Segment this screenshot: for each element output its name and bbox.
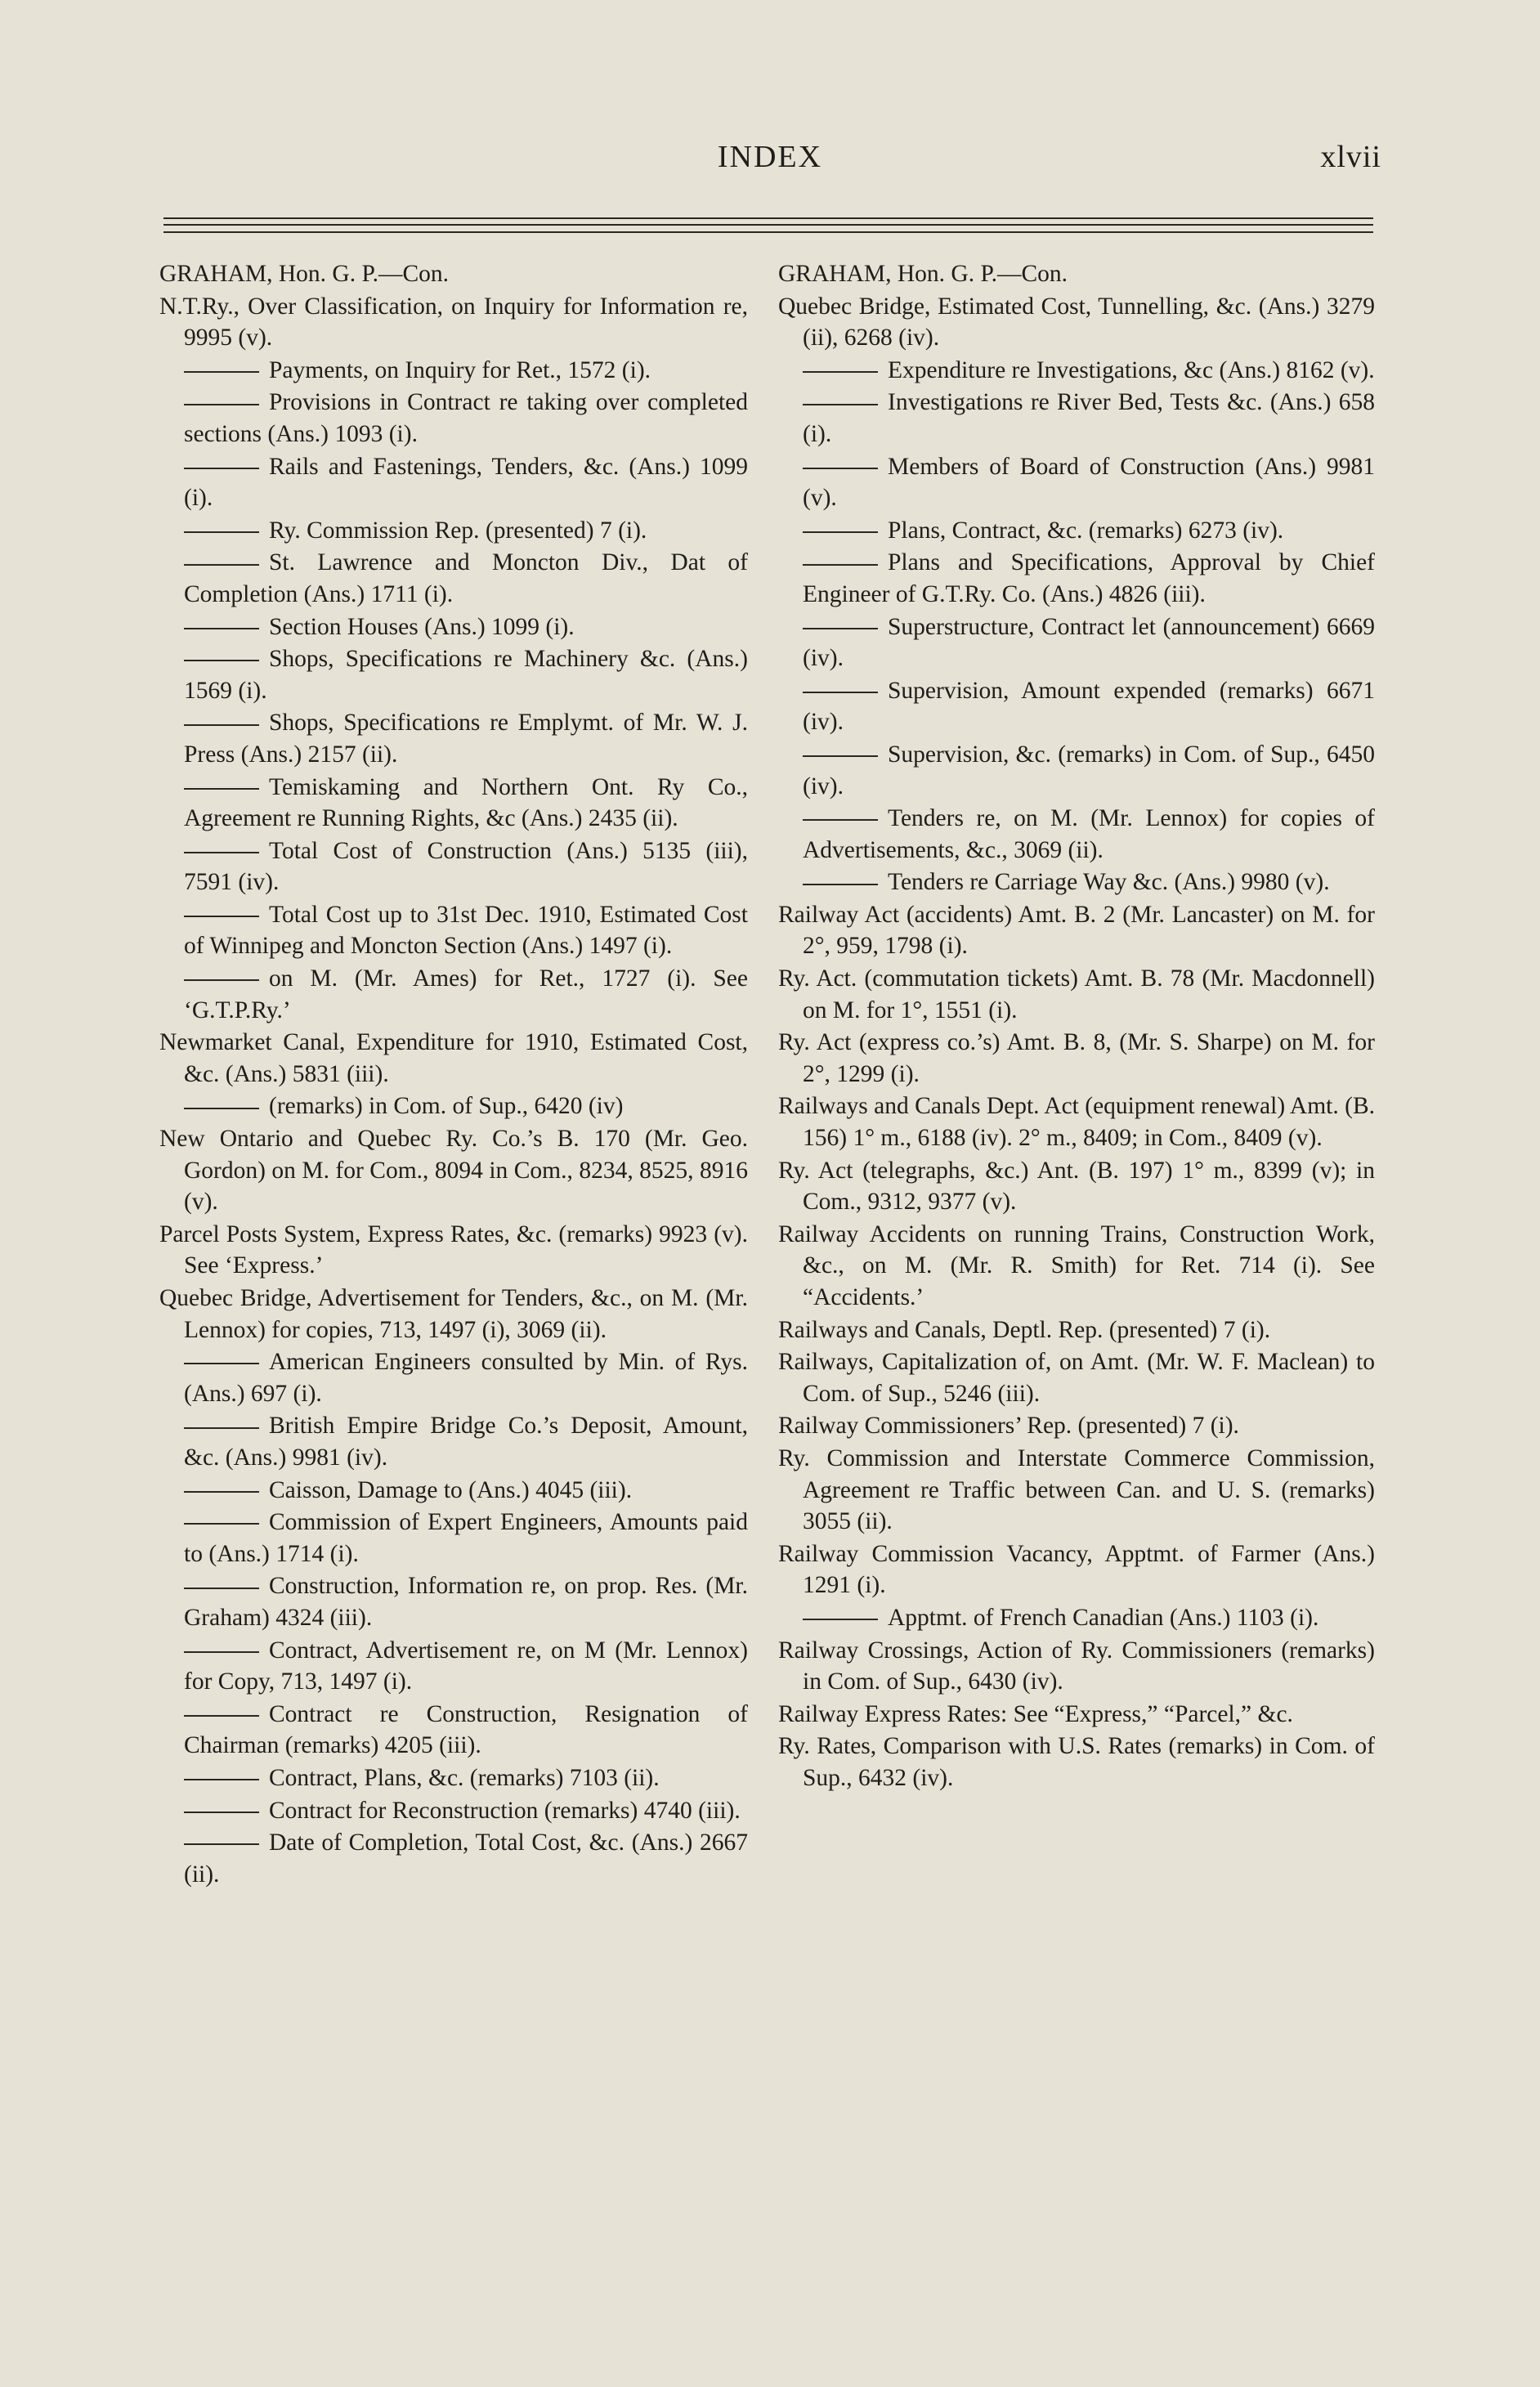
ditto-dash [184, 628, 259, 629]
index-entry: Ry. Act (express co.’s) Amt. B. 8, (Mr. S. Sharpe) on M. for 2°, 1299 (i). [778, 1029, 1375, 1087]
ditto-dash [184, 531, 259, 533]
index-subentry: Contract for Reconstruction (remarks) 4740 (iii). [159, 1795, 748, 1827]
index-entry: Railways, Capitalization of, on Amt. (Mr. W. F. Maclean) to Com. of Sup., 5246 (iii). [778, 1349, 1375, 1407]
index-subentry: Supervision, &c. (remarks) in Com. of Sup., 6450 (iv). [803, 741, 1375, 799]
index-subentry: Construction, Information re, on prop. Res. (Mr. Graham) 4324 (iii). [184, 1573, 748, 1631]
ditto-dash [184, 1715, 259, 1717]
index-subentry: Caisson, Damage to (Ans.) 4045 (iii). [159, 1475, 748, 1507]
ditto-dash [184, 1523, 259, 1525]
running-title: INDEX [717, 140, 823, 174]
index-subentry: Contract re Construction, Resignation of Chairman (remarks) 4205 (iii). [184, 1700, 748, 1759]
ditto-dash [184, 1779, 259, 1780]
index-subentry: Shops, Specifications re Emplymt. of Mr. W. J. Press (Ans.) 2157 (ii). [184, 710, 748, 768]
index-subentry: Commission of Expert Engineers, Amounts paid to (Ans.) 1714 (i). [184, 1509, 748, 1567]
index-subentry: Supervision, Amount expended (remarks) 6671 (iv). [803, 677, 1375, 736]
header-rule [163, 217, 1373, 219]
ditto-dash [803, 468, 878, 469]
index-subentry: Plans, Contract, &c. (remarks) 6273 (iv). [778, 515, 1375, 547]
page-number: xlvii [1320, 140, 1381, 174]
index-entry: Newmarket Canal, Expenditure for 1910, Estimated Cost, &c. (Ans.) 5831 (iii). [159, 1029, 748, 1087]
ditto-dash [184, 1491, 259, 1493]
right-column [778, 258, 1375, 1795]
column-heading: GRAHAM, Hon. G. P.—Con. [778, 261, 1068, 287]
header-rule [163, 231, 1373, 233]
ditto-dash [184, 1843, 259, 1845]
index-entry: Railways and Canals, Deptl. Rep. (presented) 7 (i). [778, 1316, 1271, 1343]
index-subentry: Ry. Commission Rep. (presented) 7 (i). [159, 515, 748, 547]
index-subentry: Total Cost up to 31st Dec. 1910, Estimated Cost of Winnipeg and Moncton Section (Ans.) 1497 (i). [184, 901, 748, 960]
ditto-dash [184, 404, 259, 405]
index-subentry: Section Houses (Ans.) 1099 (i). [159, 611, 748, 643]
left-column [159, 258, 748, 1891]
index-entry: N.T.Ry., Over Classification, on Inquiry for Information re, 9995 (v). [159, 293, 748, 352]
index-subentry: Date of Completion, Total Cost, &c. (Ans.) 2667 (ii). [184, 1829, 748, 1888]
header-rule [163, 224, 1373, 226]
ditto-dash [184, 852, 259, 853]
ditto-dash [184, 724, 259, 726]
index-subentry: on M. (Mr. Ames) for Ret., 1727 (i). See ‘G.T.P.Ry.’ [184, 965, 748, 1023]
index-entry: Ry. Act. (commutation tickets) Amt. B. 78 (Mr. Macdonnell) on M. for 1°, 1551 (i). [778, 965, 1375, 1023]
ditto-dash [184, 979, 259, 981]
index-subentry: Rails and Fastenings, Tenders, &c. (Ans.) 1099 (i). [184, 453, 748, 512]
index-subentry: American Engineers consulted by Min. of Rys. (Ans.) 697 (i). [184, 1349, 748, 1407]
ditto-dash [803, 1619, 878, 1620]
ditto-dash [184, 1427, 259, 1429]
ditto-dash [184, 788, 259, 790]
index-entry: Railway Express Rates: See “Express,” “Parcel,” &c. [778, 1700, 1293, 1727]
index-subentry: Provisions in Contract re taking over completed sections (Ans.) 1093 (i). [184, 389, 748, 447]
index-subentry: Tenders re, on M. (Mr. Lennox) for copies of Advertisements, &c., 3069 (ii). [803, 805, 1375, 863]
index-entry: Quebec Bridge, Advertisement for Tenders, &c., on M. (Mr. Lennox) for copies, 713, 1497 (i), 3069 (ii). [159, 1285, 748, 1343]
ditto-dash [184, 1812, 259, 1813]
index-subentry: Apptmt. of French Canadian (Ans.) 1103 (i). [778, 1602, 1375, 1634]
ditto-dash [184, 371, 259, 373]
index-entry: Railway Act (accidents) Amt. B. 2 (Mr. Lancaster) on M. for 2°, 959, 1798 (i). [778, 901, 1375, 960]
ditto-dash [184, 1363, 259, 1364]
index-subentry: Contract, Plans, &c. (remarks) 7103 (ii). [159, 1762, 748, 1794]
index-entry: Ry. Commission and Interstate Commerce Commission, Agreement re Traffic between Can. and U. S. (remarks) 3055 (ii). [778, 1444, 1375, 1535]
ditto-dash [803, 371, 878, 373]
index-subentry: Payments, on Inquiry for Ret., 1572 (i). [159, 355, 748, 387]
ditto-dash [184, 1651, 259, 1653]
index-entry: Railway Commissioners’ Rep. (presented) 7 (i). [778, 1413, 1239, 1440]
index-subentry: St. Lawrence and Moncton Div., Dat of Completion (Ans.) 1711 (i). [184, 549, 748, 607]
index-entry: Railways and Canals Dept. Act (equipment renewal) Amt. (B. 156) 1° m., 6188 (iv). 2° m., 8409; in Com., 8409 (v). [778, 1093, 1375, 1152]
ditto-dash [803, 531, 878, 533]
index-entry: Railway Crossings, Action of Ry. Commissioners (remarks) in Com. of Sup., 6430 (iv). [778, 1637, 1375, 1695]
column-heading: GRAHAM, Hon. G. P.—Con. [159, 261, 450, 287]
ditto-dash [803, 884, 878, 885]
ditto-dash [184, 468, 259, 469]
index-subentry: British Empire Bridge Co.’s Deposit, Amount, &c. (Ans.) 9981 (iv). [184, 1413, 748, 1471]
ditto-dash [184, 916, 259, 917]
index-subentry: Contract, Advertisement re, on M (Mr. Lennox) for Copy, 713, 1497 (i). [184, 1637, 748, 1695]
ditto-dash [803, 404, 878, 405]
index-entry: Ry. Rates, Comparison with U.S. Rates (remarks) in Com. of Sup., 6432 (iv). [778, 1733, 1375, 1791]
index-subentry: Total Cost of Construction (Ans.) 5135 (iii), 7591 (iv). [184, 837, 748, 896]
index-subentry: Tenders re Carriage Way &c. (Ans.) 9980 (v). [778, 867, 1375, 898]
ditto-dash [184, 564, 259, 566]
index-entry: Parcel Posts System, Express Rates, &c. (remarks) 9923 (v). See ‘Express.’ [159, 1220, 748, 1279]
index-subentry: Plans and Specifications, Approval by Chief Engineer of G.T.Ry. Co. (Ans.) 4826 (iii). [803, 549, 1375, 607]
ditto-dash [803, 564, 878, 566]
index-subentry: Temiskaming and Northern Ont. Ry Co., Agreement re Running Rights, &c (Ans.) 2435 (ii). [184, 773, 748, 832]
index-entry: Railway Accidents on running Trains, Construction Work, &c., on M. (Mr. R. Smith) for Ret. 714 (i). See “Accidents.’ [778, 1220, 1375, 1310]
ditto-dash [184, 1108, 259, 1109]
index-subentry: Superstructure, Contract let (announcement) 6669 (iv). [803, 613, 1375, 672]
index-entry: New Ontario and Quebec Ry. Co.’s B. 170 (Mr. Geo. Gordon) on M. for Com., 8094 in Com., 8234, 8525, 8916 (v). [159, 1126, 748, 1216]
ditto-dash [803, 819, 878, 821]
index-subentry: Members of Board of Construction (Ans.) 9981 (v). [803, 453, 1375, 512]
ditto-dash [184, 1588, 259, 1589]
ditto-dash [803, 628, 878, 629]
index-entry: Quebec Bridge, Estimated Cost, Tunnelling, &c. (Ans.) 3279 (ii), 6268 (iv). [778, 293, 1375, 352]
ditto-dash [184, 660, 259, 661]
index-subentry: Investigations re River Bed, Tests &c. (Ans.) 658 (i). [803, 389, 1375, 447]
index-entry: Ry. Act (telegraphs, &c.) Ant. (B. 197) 1° m., 8399 (v); in Com., 9312, 9377 (v). [778, 1157, 1375, 1216]
index-subentry: (remarks) in Com. of Sup., 6420 (iv) [159, 1090, 748, 1122]
index-subentry: Expenditure re Investigations, &c (Ans.) 8162 (v). [778, 355, 1375, 387]
ditto-dash [803, 692, 878, 693]
index-subentry: Shops, Specifications re Machinery &c. (Ans.) 1569 (i). [184, 646, 748, 704]
index-entry: Railway Commission Vacancy, Apptmt. of Farmer (Ans.) 1291 (i). [778, 1540, 1375, 1599]
ditto-dash [803, 755, 878, 757]
